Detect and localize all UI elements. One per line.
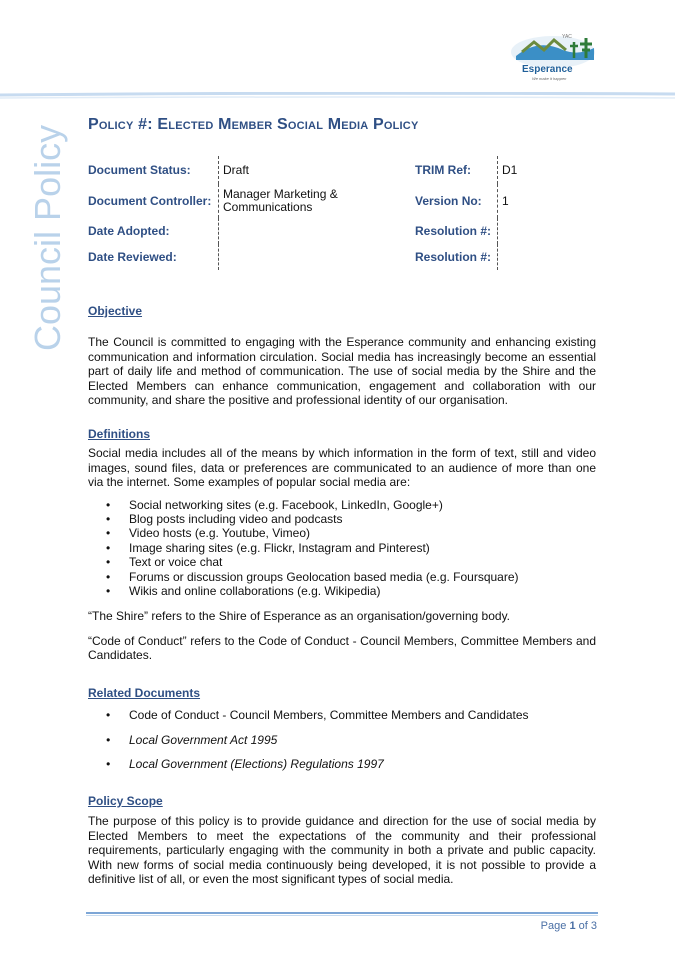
meta-value	[498, 244, 537, 270]
objective-text: The Council is committed to engaging with the Esperance community and enhancing existing communication and information circulation. Social media has increasingly become an essential part of daily life and method of communication. The use of social media by the Shire and the Elected Members can enhance communication, engagement and collaboration with our community, and share the positive and professional identity of our organisation.	[88, 335, 596, 408]
of-label: of	[578, 920, 588, 932]
meta-label: Date Adopted:	[88, 224, 170, 238]
list-item: • Code of Conduct - Council Members, Committee Members and Candidates	[88, 708, 596, 722]
page-label: Page	[540, 920, 567, 932]
meta-value	[498, 218, 537, 244]
meta-label: Resolution #:	[415, 250, 492, 264]
related-list	[88, 708, 596, 771]
meta-label: Document Controller:	[88, 194, 212, 208]
definitions-heading: Definitions	[88, 427, 150, 441]
side-label	[22, 122, 68, 354]
objective-heading: Objective	[88, 304, 143, 318]
meta-label: Resolution #:	[415, 224, 492, 238]
objective-section	[88, 304, 596, 407]
meta-value: 1	[498, 184, 537, 218]
meta-value: Manager Marketing & Communications	[219, 184, 412, 218]
policy-scope-section	[88, 794, 596, 886]
footer-rule	[86, 912, 598, 916]
meta-value: D1	[498, 156, 537, 184]
list-item: • Video hosts (e.g. Youtube, Vimeo)	[88, 526, 596, 540]
list-item: • Blog posts including video and podcasts	[88, 512, 596, 526]
meta-value: Draft	[219, 156, 412, 184]
meta-label: TRIM Ref:	[415, 163, 471, 177]
list-item: • Social networking sites (e.g. Facebook, LinkedIn, Google+)	[88, 498, 596, 512]
meta-value	[219, 244, 412, 270]
related-heading: Related Documents	[88, 686, 201, 700]
related-documents-section	[88, 686, 596, 772]
meta-row	[84, 244, 536, 270]
list-item: • Local Government (Elections) Regulations 1997	[88, 757, 596, 771]
meta-value	[219, 218, 412, 244]
meta-row	[84, 184, 536, 218]
current-page: 1	[569, 920, 576, 932]
page-title: Policy #: Elected Member Social Media Policy	[88, 116, 419, 133]
meta-label: Version No:	[415, 194, 482, 208]
list-item: • Local Government Act 1995	[88, 733, 596, 747]
esperance-logo	[508, 30, 603, 85]
logo-tagline: We make it happen	[532, 76, 567, 81]
list-item: • Wikis and online collaborations (e.g. Wikipedia)	[88, 584, 596, 598]
list-item: • Forums or discussion groups Geolocation based media (e.g. Foursquare)	[88, 570, 596, 584]
meta-row	[84, 156, 536, 184]
meta-row	[84, 218, 536, 244]
code-definition: “Code of Conduct” refers to the Code of Conduct - Council Members, Committee Members and Candidates.	[88, 633, 596, 663]
scope-heading: Policy Scope	[88, 794, 163, 808]
page-number	[541, 920, 597, 932]
logo-name: Esperance	[522, 64, 573, 75]
total-pages: 3	[590, 920, 597, 932]
header-rule	[0, 92, 675, 100]
side-label-text: Council Policy	[27, 124, 68, 351]
logo-mark: YAC	[562, 34, 572, 40]
list-item: • Image sharing sites (e.g. Flickr, Instagram and Pinterest)	[88, 541, 596, 555]
list-item: • Text or voice chat	[88, 555, 596, 569]
meta-label: Date Reviewed:	[88, 250, 177, 264]
meta-label: Document Status:	[88, 163, 191, 177]
shire-definition: “The Shire” refers to the Shire of Esperance as an organisation/governing body.	[88, 609, 511, 624]
document-metadata	[84, 156, 536, 270]
definitions-text: Social media includes all of the means by which information in the form of text, still and video images, sound files, data or preferences are communicated to an audience of more than one via the internet. Some examples of popular social media are:	[88, 446, 596, 490]
scope-text: The purpose of this policy is to provide guidance and direction for the use of social media by Elected Members to meet the expectations of the community and their professional requirements, particularly engaging with the community in both a private and public capacity. With new forms of social media continuously being developed, it is not possible to provide a definitive list of all, or even the most significant types of social media.	[88, 814, 596, 887]
social-media-list	[88, 498, 596, 599]
definitions-section	[88, 427, 596, 663]
